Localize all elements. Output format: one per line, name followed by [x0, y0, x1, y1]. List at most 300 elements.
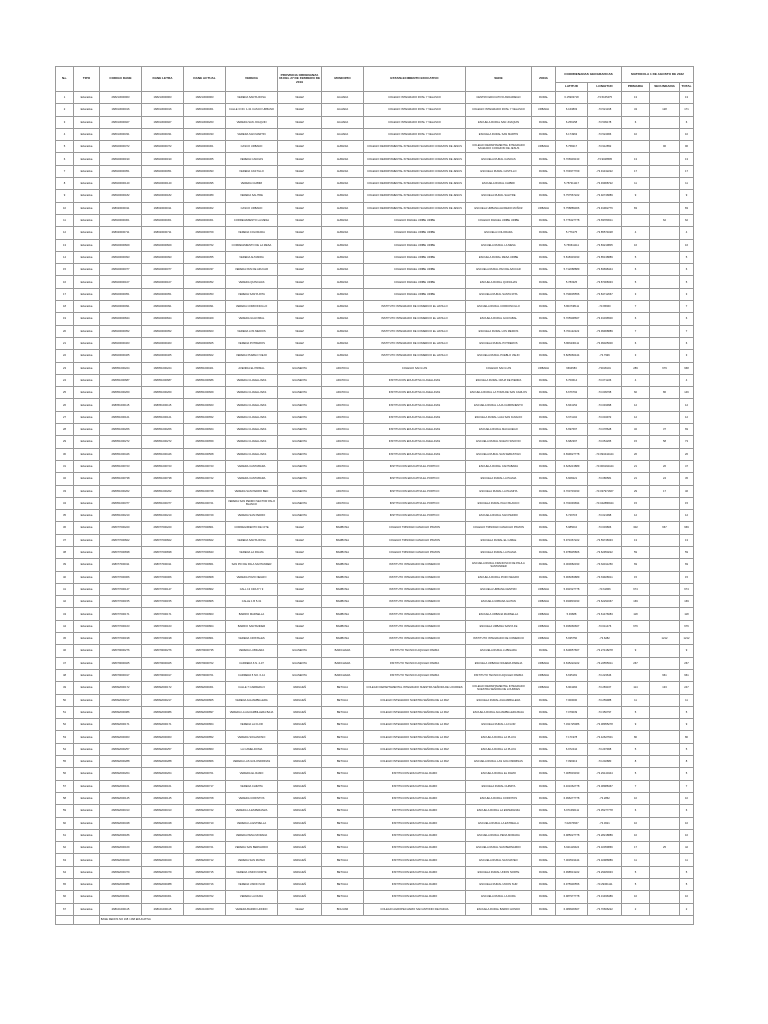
cell-primaria: 13	[622, 534, 650, 546]
cell-tipo: Educativa	[74, 485, 100, 497]
cell-sede: COLEGIO TRINIDAD CAMACHO PINZON	[466, 522, 532, 534]
header-provincia: PROVINCIA ORDENANZA 06 DEL 27 DE FEBRERO DE 2019	[278, 67, 322, 92]
cell-zona: RURAL	[532, 374, 556, 386]
cell-longitud: -73.61866	[588, 583, 622, 595]
cell-provincia: VARGUEÑ	[278, 743, 322, 755]
cell-longitud: -73.70666222	[588, 903, 622, 915]
cell-dane-letra: 268092000186	[142, 829, 184, 841]
cell-dane-actual: 268092000864	[184, 719, 226, 731]
cell-tipo: Educativa	[74, 251, 100, 263]
cell-dane-actual: 268020000603	[184, 325, 226, 337]
cell-secundaria	[650, 756, 680, 768]
cell-primaria: 118	[622, 608, 650, 620]
cell-codigo-dane: 168077000147	[100, 583, 142, 595]
cell-codigo-dane: 268020000091	[100, 301, 142, 313]
cell-municipio: BETULIA	[322, 768, 364, 780]
cell-vereda: VEREDA CHIBIRI	[226, 178, 278, 190]
cell-latitud: 5.985010	[556, 522, 588, 534]
cell-dane-letra: 168020000190	[142, 153, 184, 165]
cell-vereda: VEREDA AGUAMBILLERA	[226, 694, 278, 706]
cell-vereda: VEREDA CLAVELLINAS	[226, 374, 278, 386]
cell-latitud: 7.171978	[556, 731, 588, 743]
table-row	[56, 842, 694, 854]
cell-latitud: 6.635181	[556, 669, 588, 681]
cell-vereda: VEREDA CLAVELLINAS	[226, 387, 278, 399]
cell-zona: RURAL	[532, 264, 556, 276]
table-row	[56, 854, 694, 866]
cell-dane-actual: 268020000602	[184, 350, 226, 362]
cell-longitud: -73.63928611	[588, 571, 622, 583]
cell-provincia: VELEZ	[278, 337, 322, 349]
cell-zona: RURAL	[532, 903, 556, 915]
cell-dane-actual: 168092000301	[184, 682, 226, 694]
table-row	[56, 337, 694, 349]
cell-tipo: Educativa	[74, 387, 100, 399]
cell-longitud: -73.9028595	[588, 153, 622, 165]
cell-sede: ESCUELA RURAL CANOAS	[466, 153, 532, 165]
cell-municipio: BETULIA	[322, 842, 364, 854]
cell-secundaria	[650, 350, 680, 362]
cell-codigo-dane: 268092000169	[100, 842, 142, 854]
schools-table	[55, 66, 694, 925]
cell-zona: RURAL	[532, 719, 556, 731]
cell-municipio: ARATOCA	[322, 424, 364, 436]
header-sede: SEDE	[466, 67, 532, 92]
cell-municipio: ARATOCA	[322, 485, 364, 497]
cell-tipo: Educativa	[74, 288, 100, 300]
cell-secundaria	[650, 559, 680, 571]
cell-sede: ESCUELA RURAL CANTABARA	[466, 460, 532, 472]
cell-provincia: VARGUEÑ	[278, 780, 322, 792]
table-row	[56, 178, 694, 190]
cell-sede: CENTRO EDUCATIVO ANDARIEGO	[466, 92, 532, 104]
cell-dane-actual: 268020000301	[184, 214, 226, 226]
cell-vereda: VEREDA LA ESTRELLA	[226, 817, 278, 829]
cell-secundaria	[650, 571, 680, 583]
table-row	[56, 399, 694, 411]
cell-total: 13	[680, 153, 694, 165]
cell-vereda: VEREDA LA PALMA	[226, 546, 278, 558]
cell-sede: ESCUELA COLORADA	[466, 227, 532, 239]
cell-sede: ESCUELA RURAL EL CABLE	[466, 534, 532, 546]
cell-vereda: VEREDA LA AGUAMBILLERA BAJA	[226, 706, 278, 718]
cell-codigo-dane: 268092000301	[100, 891, 142, 903]
table-row	[56, 190, 694, 202]
cell-dane-letra: 268051000210	[142, 510, 184, 522]
cell-sede: ESCUELA RURAL PENA MORADA	[466, 829, 532, 841]
cell-dane-actual: 268092000716	[184, 879, 226, 891]
cell-dane-actual: 268020000605	[184, 337, 226, 349]
cell-no: 18	[56, 301, 74, 313]
table-row	[56, 620, 694, 632]
cell-primaria: 9	[622, 719, 650, 731]
cell-total: 5	[680, 276, 694, 288]
cell-latitud: 5.93688	[556, 608, 588, 620]
cell-dane-actual: 168079000701	[184, 669, 226, 681]
cell-primaria: 10	[622, 817, 650, 829]
cell-no: 16	[56, 276, 74, 288]
table-row	[56, 301, 694, 313]
cell-dane-actual: 168077000808	[184, 571, 226, 583]
table-row	[56, 645, 694, 657]
cell-longitud: -73.603806	[588, 522, 622, 534]
cell-no: 60	[56, 817, 74, 829]
cell-dane-letra: 268077000220	[142, 522, 184, 534]
cell-longitud: -73.037971667	[588, 485, 622, 497]
cell-zona: RURAL	[532, 866, 556, 878]
cell-total: 5	[680, 706, 694, 718]
cell-longitud: -73.3621	[588, 817, 622, 829]
cell-municipio: ALBANIA	[322, 153, 364, 165]
cell-vereda: VEREDA CANTABARA	[226, 473, 278, 485]
cell-longitud: -73.009194444	[588, 460, 622, 472]
cell-municipio: BARBOSA	[322, 559, 364, 571]
table-row	[56, 534, 694, 546]
cell-secundaria: 86	[650, 387, 680, 399]
cell-tipo: Educativa	[74, 805, 100, 817]
cell-codigo-dane: 168013000016	[100, 104, 142, 116]
cell-establecimiento: INSTITUCION EDUCATIVA CLAVELLINAS	[364, 436, 466, 448]
cell-total: 80	[680, 731, 694, 743]
cell-total: 7	[680, 301, 694, 313]
cell-primaria: 6	[622, 337, 650, 349]
cell-dane-letra: 268051000121	[142, 411, 184, 423]
cell-tipo: Educativa	[74, 448, 100, 460]
cell-primaria: 21	[622, 473, 650, 485]
cell-tipo: Educativa	[74, 879, 100, 891]
cell-secundaria	[650, 374, 680, 386]
cell-codigo-dane: 268051000272	[100, 436, 142, 448]
cell-zona: RURAL	[532, 227, 556, 239]
cell-primaria: 11	[622, 178, 650, 190]
cell-codigo-dane: 268020000077	[100, 264, 142, 276]
table-row	[56, 583, 694, 595]
cell-no: 67	[56, 903, 74, 915]
cell-secundaria	[650, 534, 680, 546]
cell-codigo-dane: 268020000140	[100, 178, 142, 190]
cell-secundaria: 37	[650, 424, 680, 436]
cell-municipio: BETULIA	[322, 805, 364, 817]
table-row	[56, 817, 694, 829]
cell-longitud: -73.259988	[588, 694, 622, 706]
cell-vereda: CASCO URBANO	[226, 202, 278, 214]
cell-dane-actual: 168051000401	[184, 362, 226, 374]
cell-longitud: -73.524966	[588, 128, 622, 140]
table-row	[56, 768, 694, 780]
cell-latitud: 6.671104	[556, 411, 588, 423]
cell-sede: ESCUELA RURAL SAN MATEO	[466, 854, 532, 866]
cell-zona: URBANA	[532, 202, 556, 214]
cell-tipo: Educativa	[74, 436, 100, 448]
cell-no: 37	[56, 534, 74, 546]
cell-latitud: 6.664152	[556, 399, 588, 411]
cell-municipio: BETULIA	[322, 682, 364, 694]
cell-establecimiento: INSTITUCION EDUCATIVA CLAVELLINAS	[364, 399, 466, 411]
cell-longitud: -73.078628	[588, 424, 622, 436]
cell-zona: RURAL	[532, 276, 556, 288]
cell-municipio: BETULIA	[322, 879, 364, 891]
cell-no: 62	[56, 842, 74, 854]
cell-longitud: -73.509178	[588, 116, 622, 128]
cell-dane-letra: 268020000711	[142, 227, 184, 239]
cell-vereda: VEREDA PENA MORADA	[226, 829, 278, 841]
cell-secundaria	[650, 202, 680, 214]
cell-sede: COLEGIO INTEGRADO ROSL Y VELASCO	[466, 104, 532, 116]
cell-dane-letra: 268051000687	[142, 374, 184, 386]
cell-establecimiento: INSTITUTO INTEGRADO DE COMERCIO	[364, 559, 466, 571]
cell-primaria: 13	[622, 92, 650, 104]
cell-primaria: 13	[622, 153, 650, 165]
cell-municipio: ALBANIA	[322, 178, 364, 190]
cell-provincia: VELEZ	[278, 104, 322, 116]
cell-primaria: 83	[622, 202, 650, 214]
cell-codigo-dane: 268020000051	[100, 288, 142, 300]
cell-tipo: Educativa	[74, 645, 100, 657]
cell-zona: RURAL	[532, 768, 556, 780]
cell-total: 3	[680, 288, 694, 300]
cell-dane-actual: 168077000805	[184, 596, 226, 608]
cell-municipio: BETULIA	[322, 891, 364, 903]
cell-total: 15	[680, 497, 694, 509]
table-row	[56, 313, 694, 325]
cell-longitud: -73.62291667	[588, 596, 622, 608]
cell-codigo-dane: 168077000198	[100, 633, 142, 645]
cell-primaria: 29	[622, 485, 650, 497]
cell-establecimiento: INSTITUCION EDUCATIVA EL RAMO	[364, 792, 466, 804]
cell-total: 42	[680, 842, 694, 854]
cell-tipo: Educativa	[74, 239, 100, 251]
cell-primaria: 12	[622, 411, 650, 423]
cell-no: 61	[56, 829, 74, 841]
header-municipio: MUNICIPIO	[322, 67, 364, 92]
table-row	[56, 719, 694, 731]
cell-provincia: VELEZ	[278, 633, 322, 645]
cell-primaria: 59	[622, 546, 650, 558]
cell-sede: ESCUELA RURAL POTREROS	[466, 337, 532, 349]
cell-vereda: AVENIDA EL PRIMAL	[226, 362, 278, 374]
cell-sede: ESCUELA RURAL CRUZ DE PIEDRA	[466, 374, 532, 386]
cell-vereda: VEREDA SAN MARTIN	[226, 128, 278, 140]
cell-no: 9	[56, 190, 74, 202]
cell-secundaria	[650, 178, 680, 190]
cell-longitud: -73.85574028	[588, 227, 622, 239]
cell-total: 146	[680, 387, 694, 399]
cell-total: 969	[680, 522, 694, 534]
cell-secundaria: 26	[650, 460, 680, 472]
cell-sede: ESCUELA RURAL FRANCISCO DE PAULA SANTANDER	[466, 559, 532, 571]
cell-vereda: VEREDA BARRO HONDO	[226, 903, 278, 915]
cell-tipo: Educativa	[74, 780, 100, 792]
cell-municipio: ALBANIA	[322, 350, 364, 362]
cell-municipio: ALBANIA	[322, 325, 364, 337]
cell-latitud: 6.697697	[556, 424, 588, 436]
cell-dane-letra: 268051000446	[142, 448, 184, 460]
cell-secundaria	[650, 510, 680, 522]
cell-establecimiento: COLEGIO INTEGRADO NUESTRA SEÑORA DE LA PAZ	[364, 756, 466, 768]
cell-primaria: 169	[622, 596, 650, 608]
cell-latitud: 5.936666667	[556, 620, 588, 632]
cell-no: 44	[56, 620, 74, 632]
cell-codigo-dane: 268092000288	[100, 756, 142, 768]
header-tipo: TIPO	[74, 67, 100, 92]
table-row	[56, 165, 694, 177]
cell-municipio: ARATOCA	[322, 374, 364, 386]
cell-establecimiento: COLEGIO DEPARTAMENTAL INTEGRADO SAGRADO CORAZON DE JESUS	[364, 165, 466, 177]
cell-codigo-dane: 268020000711	[100, 227, 142, 239]
cell-primaria	[622, 669, 650, 681]
cell-secundaria	[650, 879, 680, 891]
cell-dane-letra: 268092000171	[142, 719, 184, 731]
cell-total: 26	[680, 448, 694, 460]
cell-codigo-dane: 168077000066	[100, 571, 142, 583]
cell-municipio: BETULIA	[322, 817, 364, 829]
cell-dane-actual: 268092000805	[184, 694, 226, 706]
cell-tipo: Educativa	[74, 719, 100, 731]
cell-no: 34	[56, 497, 74, 509]
cell-vereda: CALLE 1 B 5-31	[226, 596, 278, 608]
cell-latitud: 6.000682333	[556, 559, 588, 571]
cell-establecimiento: COLEGIO INTEGRADO NUESTRA SEÑORA DE LA PAZ	[364, 706, 466, 718]
cell-zona: RURAL	[532, 153, 556, 165]
cell-provincia: VELEZ	[278, 350, 322, 362]
table-row	[56, 694, 694, 706]
cell-total: 4	[680, 374, 694, 386]
cell-tipo: Educativa	[74, 596, 100, 608]
cell-municipio: BARBOSA	[322, 583, 364, 595]
cell-sede: ESCUELA RURAL LA PALMITA	[466, 485, 532, 497]
cell-sede: ESCUELA RURAL LA FLOR	[466, 719, 532, 731]
cell-provincia: GUANENTA	[278, 424, 322, 436]
cell-vereda: VEREDA CASTILLO	[226, 165, 278, 177]
cell-no: 11	[56, 214, 74, 226]
cell-secundaria: 1212	[650, 633, 680, 645]
cell-longitud: -73.93968722	[588, 178, 622, 190]
cell-no: 39	[56, 559, 74, 571]
cell-dane-letra: 268020000051	[142, 288, 184, 300]
table-row	[56, 510, 694, 522]
cell-dane-letra: 268020000107	[142, 276, 184, 288]
cell-longitud: -73.38988467	[588, 780, 622, 792]
cell-establecimiento: COLEGIO RAFAEL URIBE URIBE	[364, 251, 466, 263]
cell-total: 171	[680, 104, 694, 116]
cell-vereda: VEREDA CLAVELLINAS	[226, 436, 278, 448]
cell-dane-actual: 268020000355	[184, 251, 226, 263]
cell-vereda: LA CAMELDONIA	[226, 743, 278, 755]
cell-total: 5	[680, 768, 694, 780]
cell-primaria: 3	[622, 288, 650, 300]
cell-latitud: 6694583	[556, 362, 588, 374]
table-row	[56, 608, 694, 620]
cell-total: 17	[680, 165, 694, 177]
cell-primaria: 9	[622, 190, 650, 202]
cell-establecimiento: COLEGIO RAFAEL URIBE URIBE	[364, 239, 466, 251]
cell-codigo-dane: 268020000051	[100, 165, 142, 177]
cell-latitud: 5.776175	[556, 227, 588, 239]
cell-primaria: 114	[622, 682, 650, 694]
cell-codigo-dane: 268051000738	[100, 473, 142, 485]
cell-dane-letra: 268051000272	[142, 436, 184, 448]
cell-no: 26	[56, 399, 74, 411]
cell-vereda: VEREDA POZO NEGRO	[226, 571, 278, 583]
cell-total: 12	[680, 411, 694, 423]
cell-vereda: VEREDA PUEBLO VIEJO	[226, 350, 278, 362]
cell-dane-actual: 168020000365	[184, 153, 226, 165]
cell-establecimiento: COLEGIO RAFAEL URIBE URIBE	[364, 214, 466, 226]
cell-total: 7	[680, 780, 694, 792]
cell-sede: ESCUELA URBANA ALFREDO MUÑOZ	[466, 202, 532, 214]
cell-no: 8	[56, 178, 74, 190]
cell-secundaria	[650, 399, 680, 411]
cell-latitud: 5.971667222	[556, 534, 588, 546]
cell-longitud: -73.32059866	[588, 842, 622, 854]
cell-vereda: CASCO URBANO	[226, 141, 278, 153]
cell-tipo: Educativa	[74, 264, 100, 276]
cell-zona: RURAL	[532, 301, 556, 313]
cell-tipo: Educativa	[74, 350, 100, 362]
cell-longitud: -73.85138889	[588, 251, 622, 263]
cell-establecimiento: INSTITUCION EDUCATIVA EL PORTICO	[364, 460, 466, 472]
cell-vereda: BARRIO MARSELLA	[226, 608, 278, 620]
cell-tipo: Educativa	[74, 792, 100, 804]
cell-zona: RURAL	[532, 829, 556, 841]
cell-sede: ESCUELA RURAL GUAYABAL	[466, 313, 532, 325]
cell-provincia: VELEZ	[278, 288, 322, 300]
cell-primaria: 10	[622, 829, 650, 841]
cell-tipo: Educativa	[74, 743, 100, 755]
cell-municipio: BETULIA	[322, 706, 364, 718]
cell-tipo: Educativa	[74, 559, 100, 571]
cell-dane-letra: 268092000301	[142, 891, 184, 903]
cell-tipo: Educativa	[74, 608, 100, 620]
cell-tipo: Educativa	[74, 128, 100, 140]
cell-dane-letra: 168013000331	[142, 128, 184, 140]
table-row	[56, 436, 694, 448]
cell-establecimiento: INSTITUCION EDUCATIVA EL RAMO	[364, 805, 466, 817]
cell-dane-letra: 268101000115	[142, 903, 184, 915]
cell-sede: ESCUELA RURAL LA PLAYA	[466, 731, 532, 743]
cell-vereda: VEREDA SOGAMOSO	[226, 731, 278, 743]
cell-no: 51	[56, 706, 74, 718]
cell-municipio: AGUADA	[322, 92, 364, 104]
cell-secundaria: 128	[650, 104, 680, 116]
cell-dane-actual: 268051000729	[184, 510, 226, 522]
cell-zona: URBANA	[532, 633, 556, 645]
cell-tipo: Educativa	[74, 153, 100, 165]
cell-sede: ESCUELA RURAL AGUAMBILLERA	[466, 694, 532, 706]
cell-dane-letra: 168020000372	[142, 141, 184, 153]
cell-dane-actual: 168213000963	[184, 92, 226, 104]
cell-primaria	[622, 141, 650, 153]
cell-dane-letra: 268051000262	[142, 485, 184, 497]
cell-total: 6	[680, 313, 694, 325]
cell-secundaria	[650, 706, 680, 718]
cell-dane-letra: 268092000257	[142, 743, 184, 755]
cell-provincia: GUANENTA	[278, 645, 322, 657]
cell-vereda: VEREDA SALITRE	[226, 190, 278, 202]
cell-sede: ESCUELA RURAL LA MESA	[466, 239, 532, 251]
cell-primaria: 5	[622, 866, 650, 878]
cell-provincia: VARGUEÑ	[278, 706, 322, 718]
cell-dane-letra: 268020000093	[142, 251, 184, 263]
cell-latitud: 6.904284	[556, 682, 588, 694]
cell-latitud: 7.02076667	[556, 817, 588, 829]
cell-vereda: VEREDA ALTAMIRA	[226, 251, 278, 263]
cell-primaria: 12	[622, 510, 650, 522]
cell-dane-actual: 168077000802	[184, 583, 226, 595]
cell-zona: URBANA	[532, 583, 556, 595]
cell-codigo-dane: 268092000348	[100, 817, 142, 829]
cell-provincia: GUANENTA	[278, 669, 322, 681]
